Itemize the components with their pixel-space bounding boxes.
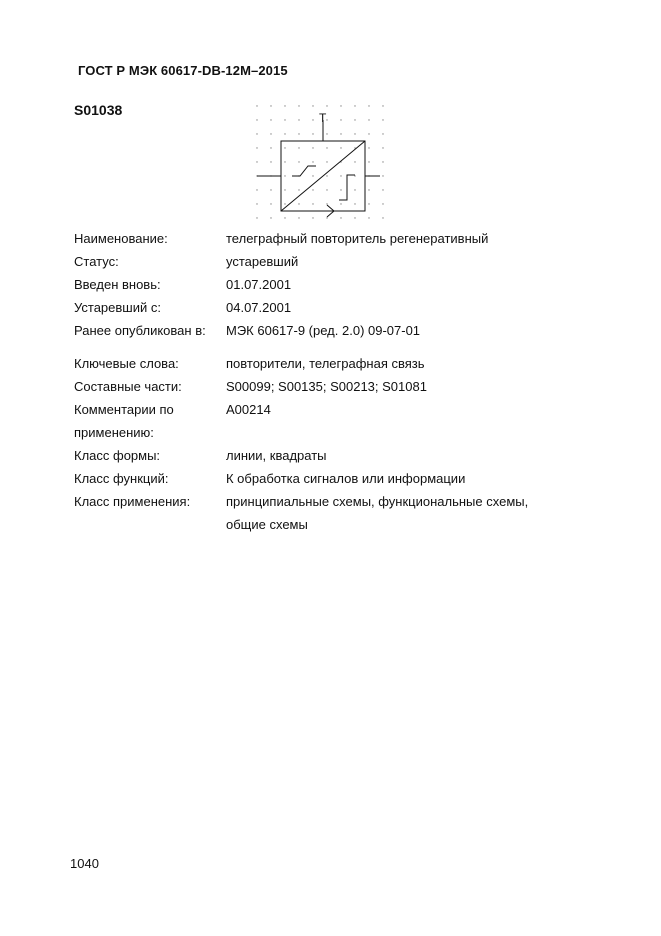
field-row-obsolete-since bbox=[74, 296, 634, 319]
field-row-application-class bbox=[74, 490, 634, 513]
grid-dot bbox=[270, 105, 271, 106]
input-pulse-icon bbox=[292, 166, 316, 176]
field-value: 01.07.2001 bbox=[226, 277, 292, 292]
grid-dot bbox=[284, 189, 285, 190]
field-row-application-class-cont bbox=[74, 513, 634, 536]
field-value: общие схемы bbox=[226, 517, 308, 532]
grid-dot bbox=[284, 217, 285, 218]
grid-dot bbox=[326, 133, 327, 134]
field-label: Комментарии по bbox=[74, 402, 174, 417]
grid-dot bbox=[340, 203, 341, 204]
grid-dot bbox=[354, 175, 355, 176]
grid-dot bbox=[312, 203, 313, 204]
grid-dot bbox=[354, 203, 355, 204]
grid-dot bbox=[270, 147, 271, 148]
field-label: Устаревший с: bbox=[74, 300, 161, 315]
grid-dot bbox=[354, 119, 355, 120]
field-row-components bbox=[74, 375, 634, 398]
grid-dot bbox=[354, 189, 355, 190]
grid-dot bbox=[312, 105, 313, 106]
field-value: A00214 bbox=[226, 402, 271, 417]
field-value: К обработка сигналов или информации bbox=[226, 471, 466, 486]
document-header: ГОСТ Р МЭК 60617-DB-12M–2015 bbox=[78, 63, 288, 78]
field-value: 04.07.2001 bbox=[226, 300, 292, 315]
grid-dot bbox=[312, 189, 313, 190]
grid-dot bbox=[340, 175, 341, 176]
grid-dot bbox=[368, 133, 369, 134]
grid-dot bbox=[270, 119, 271, 120]
field-label: Наименование: bbox=[74, 231, 168, 246]
field-label: Ключевые слова: bbox=[74, 356, 179, 371]
field-label bbox=[74, 513, 226, 536]
grid-dot bbox=[298, 217, 299, 218]
field-label: Класс применения: bbox=[74, 494, 191, 509]
grid-dot bbox=[382, 147, 383, 148]
grid-dot bbox=[312, 175, 313, 176]
grid-dot bbox=[298, 147, 299, 148]
terminal-label: T bbox=[319, 111, 327, 125]
output-pulse-icon bbox=[339, 175, 355, 200]
field-value: линии, квадраты bbox=[226, 448, 327, 463]
grid-dot bbox=[326, 161, 327, 162]
grid-dot bbox=[298, 105, 299, 106]
field-value: повторители, телеграфная связь bbox=[226, 356, 425, 371]
symbol-code: S01038 bbox=[74, 102, 123, 118]
grid-dot bbox=[312, 217, 313, 218]
grid-dot bbox=[340, 189, 341, 190]
field-row-introduced bbox=[74, 273, 634, 296]
grid-dot bbox=[382, 161, 383, 162]
grid-dot bbox=[270, 217, 271, 218]
grid-dot bbox=[326, 217, 327, 218]
grid-dot bbox=[284, 133, 285, 134]
grid-dot bbox=[298, 133, 299, 134]
grid-dot bbox=[354, 161, 355, 162]
grid-dot bbox=[382, 203, 383, 204]
field-label: Статус: bbox=[74, 254, 119, 269]
grid-dot bbox=[382, 119, 383, 120]
grid-dot bbox=[368, 147, 369, 148]
field-value: МЭК 60617-9 (ред. 2.0) 09-07-01 bbox=[226, 323, 421, 338]
grid-dot bbox=[298, 161, 299, 162]
grid-dot bbox=[326, 105, 327, 106]
grid-dot bbox=[382, 105, 383, 106]
grid-dot bbox=[354, 133, 355, 134]
grid-dot bbox=[256, 119, 257, 120]
grid-dot bbox=[284, 175, 285, 176]
grid-dot bbox=[312, 161, 313, 162]
field-row-previously-published bbox=[74, 319, 634, 342]
grid-dot bbox=[256, 105, 257, 106]
field-label: Класс функций: bbox=[74, 471, 169, 486]
field-row-application-notes bbox=[74, 398, 634, 421]
field-row-application-notes-cont bbox=[74, 421, 634, 444]
grid-dot bbox=[284, 119, 285, 120]
grid-dot bbox=[284, 105, 285, 106]
grid-dot bbox=[368, 203, 369, 204]
grid-dot bbox=[340, 217, 341, 218]
grid-dot bbox=[312, 147, 313, 148]
grid-dot bbox=[256, 189, 257, 190]
field-row-shape-class bbox=[74, 444, 634, 467]
grid-dot bbox=[340, 133, 341, 134]
field-value: устаревший bbox=[226, 254, 299, 269]
grid-dot bbox=[382, 133, 383, 134]
field-label: применению: bbox=[74, 425, 154, 440]
grid-dot bbox=[270, 161, 271, 162]
field-value: принципиальные схемы, функциональные схемы, bbox=[226, 494, 529, 509]
grid-dot bbox=[256, 161, 257, 162]
grid-dot bbox=[326, 119, 327, 120]
grid-dot bbox=[326, 175, 327, 176]
grid-dot bbox=[382, 175, 383, 176]
field-label: Введен вновь: bbox=[74, 277, 161, 292]
grid-dot bbox=[368, 217, 369, 218]
grid-dot bbox=[298, 189, 299, 190]
grid-dot bbox=[354, 217, 355, 218]
grid-dot bbox=[284, 161, 285, 162]
grid-dot bbox=[298, 119, 299, 120]
grid-dot bbox=[368, 105, 369, 106]
grid-dot bbox=[382, 217, 383, 218]
grid-dot bbox=[270, 133, 271, 134]
field-label: Класс формы: bbox=[74, 448, 161, 463]
grid-dot bbox=[284, 203, 285, 204]
field-value: телеграфный повторитель регенеративный bbox=[226, 231, 489, 246]
field-value: S00099; S00135; S00213; S01081 bbox=[226, 379, 427, 394]
grid-dot bbox=[354, 105, 355, 106]
grid-dot bbox=[340, 119, 341, 120]
field-row-function-class bbox=[74, 467, 634, 490]
grid-dot bbox=[326, 203, 327, 204]
field-label: Ранее опубликован в: bbox=[74, 323, 206, 338]
regenerative-telegraph-repeater-symbol bbox=[252, 100, 392, 225]
page-number: 1040 bbox=[70, 856, 99, 871]
grid-dot bbox=[256, 217, 257, 218]
grid-dot bbox=[312, 133, 313, 134]
grid-dot bbox=[382, 189, 383, 190]
grid-dot bbox=[312, 119, 313, 120]
field-row-name bbox=[74, 227, 634, 250]
grid-dot bbox=[326, 147, 327, 148]
grid-dot bbox=[340, 147, 341, 148]
symbol-properties bbox=[74, 227, 634, 536]
grid-dot bbox=[326, 189, 327, 190]
field-row-status bbox=[74, 250, 634, 273]
grid-dot bbox=[298, 203, 299, 204]
field-value bbox=[226, 421, 634, 444]
grid-dot bbox=[270, 203, 271, 204]
field-row-keywords bbox=[74, 352, 634, 375]
grid-dot bbox=[256, 203, 257, 204]
grid-dot bbox=[256, 147, 257, 148]
grid-dot bbox=[340, 105, 341, 106]
grid-dot bbox=[256, 133, 257, 134]
grid-dot bbox=[368, 189, 369, 190]
grid-dot bbox=[284, 147, 285, 148]
field-label: Составные части: bbox=[74, 379, 182, 394]
grid-dot bbox=[270, 189, 271, 190]
grid-dot bbox=[368, 161, 369, 162]
grid-dot bbox=[368, 119, 369, 120]
